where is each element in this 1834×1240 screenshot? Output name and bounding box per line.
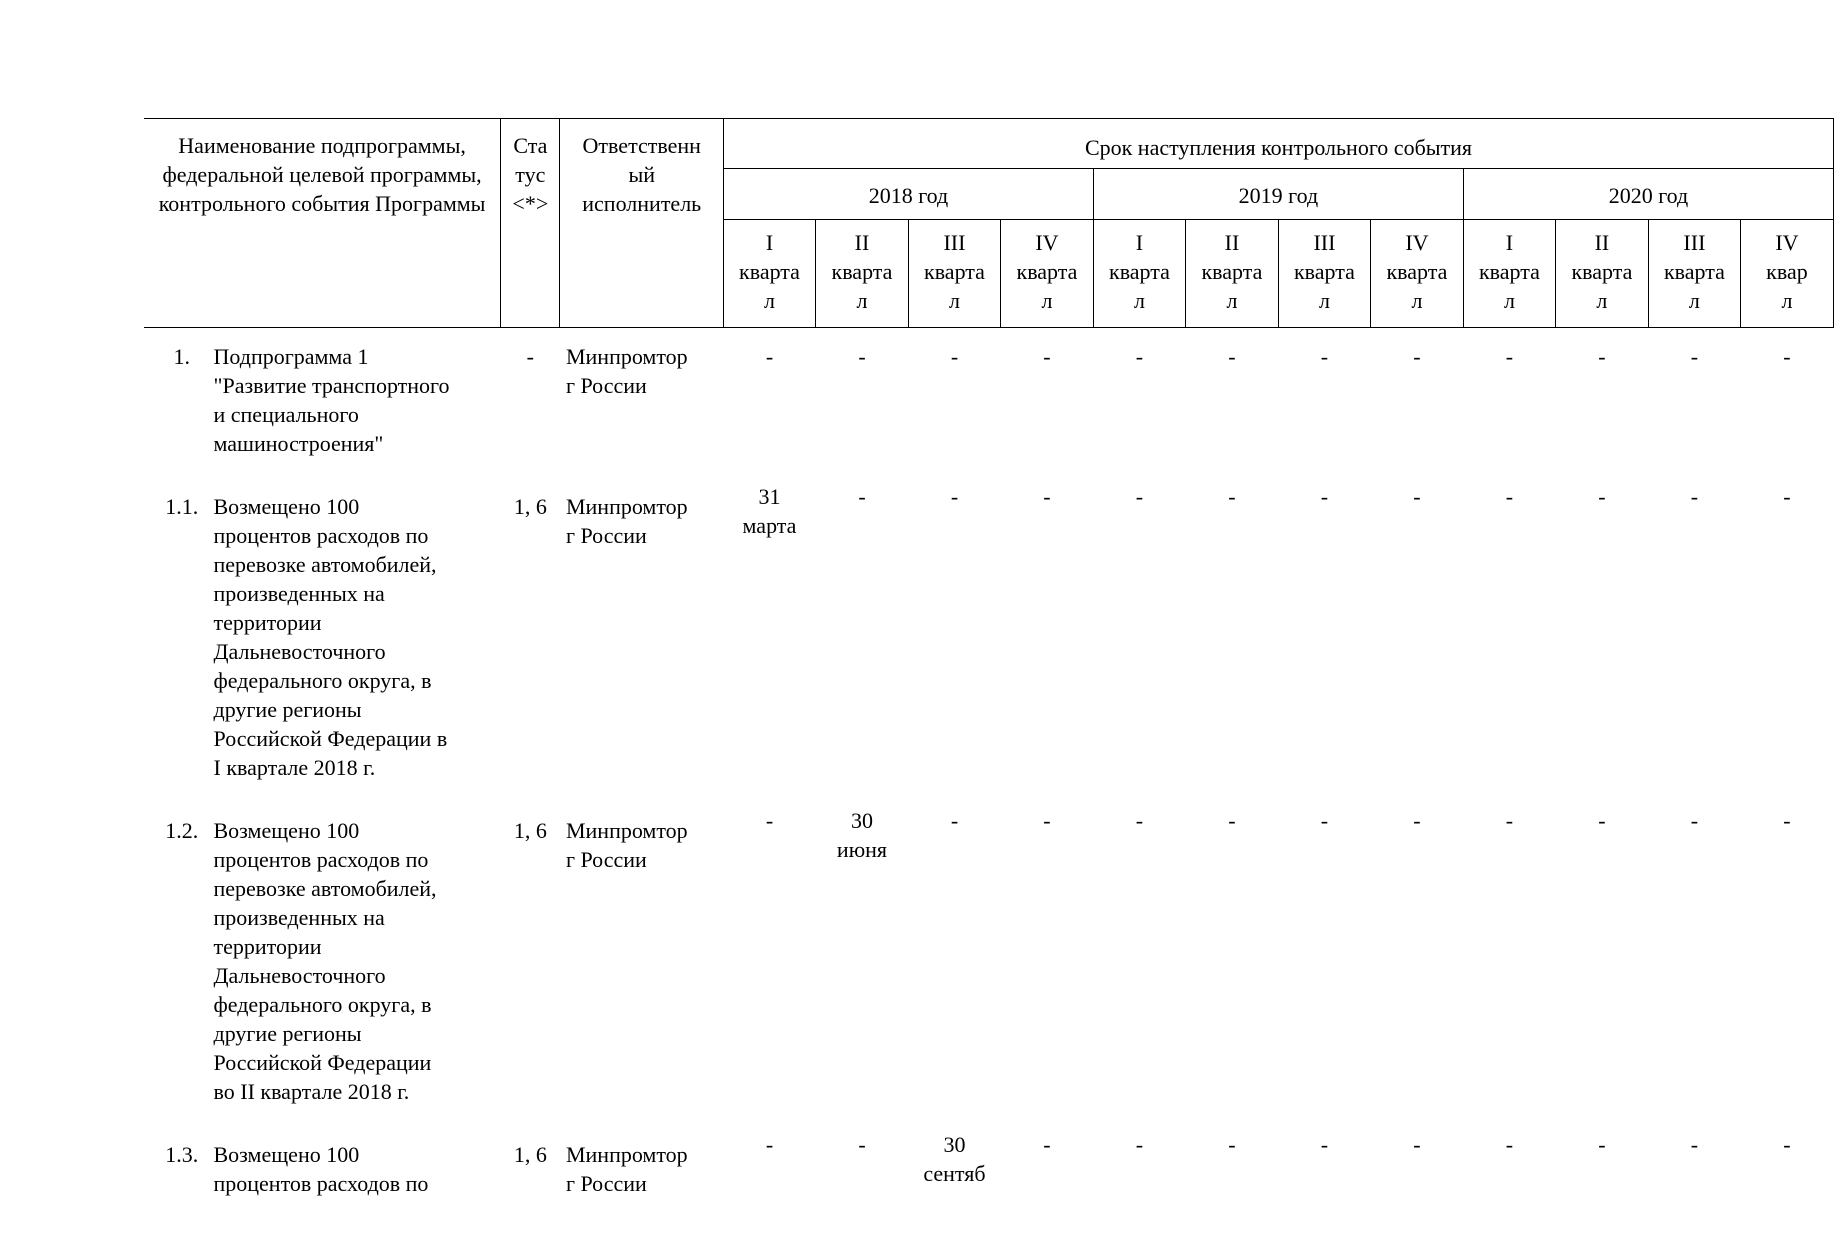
row-number: 1.3. (165, 1142, 199, 1167)
event-responsible: Минпромтор г России (565, 818, 688, 872)
header-year-2020: 2020 год (1463, 169, 1833, 220)
header-quarter: II кварта л (1555, 220, 1648, 328)
quarter-deadline-cell: - (1228, 344, 1236, 369)
quarter-deadline-cell: - (1043, 344, 1051, 369)
quarter-deadline-cell: - (1505, 1132, 1514, 1157)
event-status: 1, 6 (513, 494, 547, 519)
table-row (144, 482, 1834, 806)
header-quarter: III кварта л (1648, 220, 1740, 328)
quarter-deadline-cell: - (1598, 484, 1606, 509)
row-number: 1. (173, 344, 190, 369)
quarter-deadline-cell: - (1135, 344, 1144, 369)
quarter-deadline-cell: - (1598, 344, 1606, 369)
row-number: 1.2. (165, 818, 199, 843)
quarter-deadline-cell: - (1135, 1132, 1144, 1157)
event-status: 1, 6 (513, 1142, 547, 1167)
event-responsible: Минпромтор г России (565, 344, 688, 398)
quarter-deadline-cell: - (1783, 484, 1791, 509)
header-year-2019: 2019 год (1093, 169, 1463, 220)
quarter-deadline-cell: - (1320, 484, 1329, 509)
quarter-deadline-cell: - (765, 1132, 774, 1157)
header-quarter: I кварта л (1463, 220, 1555, 328)
quarter-deadline-cell: - (1043, 1132, 1051, 1157)
quarter-deadline-cell: - (950, 484, 959, 509)
header-quarter: III кварта л (1278, 220, 1370, 328)
quarter-deadline-cell: - (1505, 808, 1514, 833)
row-number: 1.1. (165, 494, 199, 519)
header-quarter: I кварта л (724, 220, 816, 328)
quarter-deadline-cell: - (1043, 484, 1051, 509)
quarter-deadline-cell: - (1413, 344, 1421, 369)
quarter-deadline-cell: - (765, 344, 774, 369)
quarter-deadline-cell: - (1598, 1132, 1606, 1157)
quarter-deadline-cell: 30 июня (836, 808, 888, 862)
quarter-deadline-cell: - (858, 1132, 866, 1157)
quarter-deadline-cell: - (950, 808, 959, 833)
header-year-2018: 2018 год (724, 169, 1094, 220)
event-name: Возмещено 100 процентов расходов по перевозке автомобилей, произведенных на территории Дальневосточного федерального округа, в другие регионы Российской Федерации во II квартале 2018 г. (213, 818, 437, 1104)
quarter-deadline-cell: - (1413, 484, 1421, 509)
quarter-deadline-cell: - (1135, 808, 1144, 833)
quarter-deadline-cell: - (1320, 1132, 1329, 1157)
table-row (144, 1130, 1834, 1222)
quarter-deadline-cell: - (1690, 1132, 1699, 1157)
quarter-deadline-cell: - (858, 484, 866, 509)
header-quarter: II кварта л (1185, 220, 1278, 328)
control-events-table (144, 118, 1834, 1222)
header-quarter: IV кварта л (1000, 220, 1093, 328)
quarter-deadline-cell: - (1043, 808, 1051, 833)
quarter-deadline-cell: - (1783, 808, 1791, 833)
header-quarter: IV кварта л (1370, 220, 1463, 328)
quarter-deadline-cell: - (1135, 484, 1144, 509)
event-status: 1, 6 (513, 818, 547, 843)
quarter-deadline-cell: - (1783, 344, 1791, 369)
quarter-deadline-cell: - (1320, 344, 1329, 369)
event-responsible: Минпромтор г России (565, 1142, 688, 1196)
quarter-deadline-cell: - (1690, 344, 1699, 369)
quarter-deadline-cell: - (1690, 484, 1699, 509)
quarter-deadline-cell: - (950, 344, 959, 369)
quarter-deadline-cell: - (1598, 808, 1606, 833)
header-quarter: I кварта л (1093, 220, 1185, 328)
event-name: Возмещено 100 процентов расходов по перевозке автомобилей, произведенных на территории Дальневосточного федерального округа, в другие регионы Российской Федерации в I квартале 2018 г. (213, 494, 448, 780)
table-row (144, 806, 1834, 1130)
event-responsible: Минпромтор г России (565, 494, 688, 548)
header-status: Ста тус <*> (501, 119, 560, 328)
event-name: Возмещено 100 процентов расходов по (213, 1142, 429, 1196)
event-name: Подпрограмма 1 "Развитие транспортного и специального машиностроения" (213, 344, 450, 456)
quarter-deadline-cell: 31 марта (742, 484, 797, 538)
quarter-deadline-cell: - (1228, 484, 1236, 509)
header-quarter: IV квар л (1740, 220, 1833, 328)
header-quarter: III кварта л (908, 220, 1000, 328)
header-deadline: Срок наступления контрольного события (724, 119, 1834, 169)
quarter-deadline-cell: - (1505, 484, 1514, 509)
quarter-deadline-cell: - (858, 344, 866, 369)
header-name: Наименование подпрограммы, федеральной целевой программы, контрольного события Программы (144, 119, 501, 328)
quarter-deadline-cell: - (1228, 808, 1236, 833)
quarter-deadline-cell: - (1413, 808, 1421, 833)
quarter-deadline-cell: - (1690, 808, 1699, 833)
event-status: - (526, 344, 534, 369)
quarter-deadline-cell: - (1413, 1132, 1421, 1157)
header-quarter: II кварта л (815, 220, 908, 328)
quarter-deadline-cell: - (1505, 344, 1514, 369)
table-row (144, 328, 1834, 483)
quarter-deadline-cell: - (1320, 808, 1329, 833)
quarter-deadline-cell: - (1783, 1132, 1791, 1157)
header-responsible: Ответственн ый исполнитель (560, 119, 724, 328)
quarter-deadline-cell: - (765, 808, 774, 833)
quarter-deadline-cell: 30 сентяб (923, 1132, 986, 1186)
quarter-deadline-cell: - (1228, 1132, 1236, 1157)
